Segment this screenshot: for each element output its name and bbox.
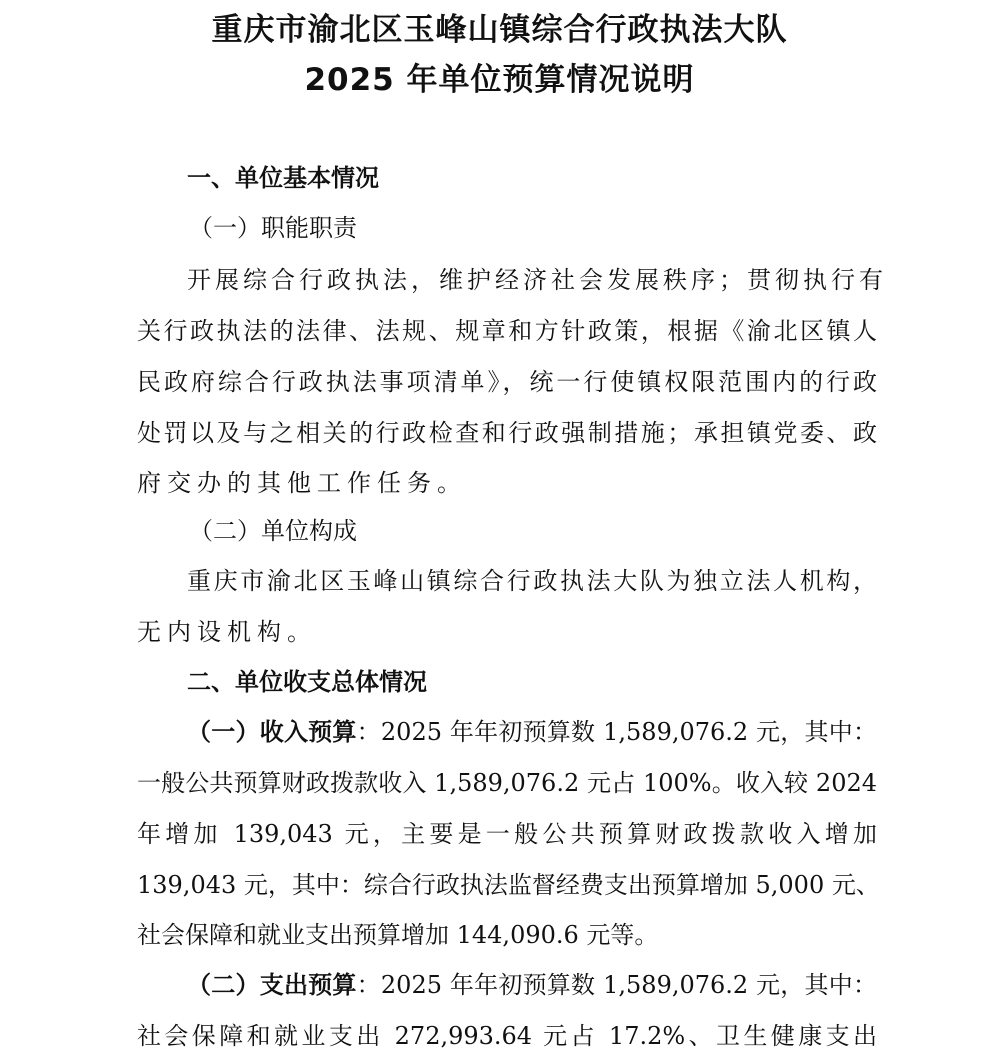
sub2-line-1: 重庆市渝北区玉峰山镇综合行政执法大队为独立法人机构， (187, 567, 877, 595)
sub2-line-2: 无内设机构。 (137, 618, 317, 646)
section2-heading: 二、单位收支总体情况 (187, 668, 427, 696)
expense-line-1 (187, 970, 877, 1000)
income-line-1 (187, 717, 877, 747)
sub1-line-2: 关行政执法的法律、法规、规章和方针政策，根据《渝北区镇人 (137, 317, 877, 345)
income-line-5: 社会保障和就业支出预算增加 144,090.6 元等。 (137, 921, 659, 949)
income-line-2: 一般公共预算财政拨款收入 1,589,076.2 元占 100%。收入较 2024 (137, 769, 877, 797)
income-line-3: 年增加 139,043 元，主要是一般公共预算财政拨款收入增加 (137, 820, 877, 848)
expense-label: （二）支出预算 (187, 971, 357, 999)
expense-line-1-rest: ：2025 年年初预算数 1,589,076.2 元，其中： (356, 971, 878, 999)
income-label: （一）收入预算 (187, 718, 357, 746)
income-line-1-rest: ：2025 年年初预算数 1,589,076.2 元，其中： (356, 718, 878, 746)
income-line-4: 139,043 元，其中：综合行政执法监督经费支出预算增加 5,000 元、 (137, 871, 880, 899)
sub1-line-4: 处罚以及与之相关的行政检查和行政强制措施；承担镇党委、政 (137, 419, 877, 447)
sub1-line-3: 民政府综合行政执法事项清单》，统一行使镇权限范围内的行政 (137, 368, 877, 396)
document-title-line1: 重庆市渝北区玉峰山镇综合行政执法大队 (211, 12, 788, 48)
sub1-line-5: 府交办的其他工作任务。 (137, 469, 467, 497)
section1-heading: 一、单位基本情况 (187, 164, 379, 192)
sub1-line-1: 开展综合行政执法，维护经济社会发展秩序；贯彻执行有 (187, 266, 887, 294)
expense-line-2: 社会保障和就业支出 272,993.64 元占 17.2%、卫生健康支出 (137, 1022, 877, 1050)
sub1-heading: （一）职能职责 (189, 214, 357, 242)
sub2-heading: （二）单位构成 (189, 517, 357, 545)
document-title-line2: 2025 年单位预算情况说明 (304, 62, 695, 98)
